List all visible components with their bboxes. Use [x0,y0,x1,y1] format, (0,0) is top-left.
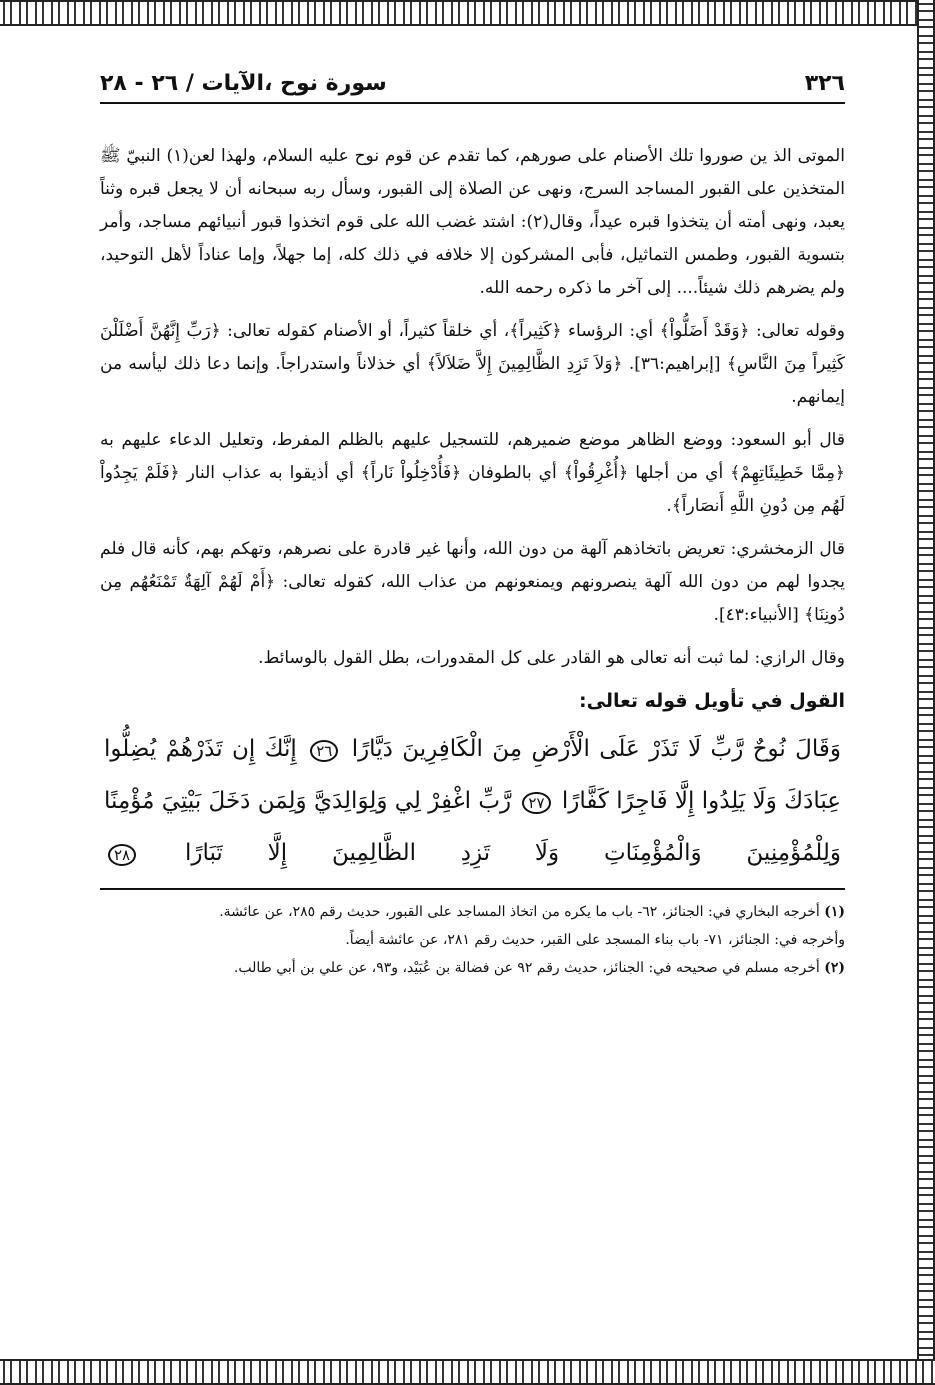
footnote-text: أخرجه البخاري في: الجنائز، ٦٢- باب ما يكره من اتخاذ المساجد على القبور، حديث رقم ٢٨٥، عن عائشة. [219,904,820,920]
footnote [100,898,845,926]
footnote-text: وأخرجه في: الجنائز، ٧١- باب بناء المسجد على القبر، حديث رقم ٢٨١، عن عائشة أيضاً. [345,932,845,948]
verse-text: رَّبِّ اغْفِرْ لِي وَلِوَالِدَيَّ وَلِمَن دَخَلَ بَيْتِيَ مُؤْمِنًا وَلِلْمُؤْمِنِينَ وَالْمُؤْمِنَاتِ وَلَا تَزِدِ الظَّالِمِينَ إِلَّا تَبَارًا [104,788,842,866]
paragraph: قال الزمخشري: تعريض باتخاذهم آلهة من دون الله، وأنها غير قادرة على نصرهم، وتهكم بهم، كأنه قال فلم يجدوا لهم من دون الله آلهة ينصرونهم ويمنعونهم من عذاب الله، كقوله تعالى: ﴿أَمْ لَهُمْ آلِهَةٌ تَمْنَعُهُم مِن دُونِنَا﴾ [الأنبياء:٤٣]. [100,539,845,625]
page-header [100,60,845,104]
paragraph: الموتى الذ ين صوروا تلك الأصنام على صورهم، كما تقدم عن قوم نوح عليه السلام، ولهذا لعن(١) النبيّ ﷺ المتخذين على القبور المساجد السرج، ونهى عن الصلاة إلى القبور، وسأل ربه سبحانه أن لا يجعل قبره وثناً يعبد، ونهى أمته أن يتخذوا قبره عيداً، وقال(٢): اشتد غضب الله على قوم اتخذوا قبور أنبيائهم مساجد، وأمر بتسوية القبور، وطمس التماثيل، فأبى المشركون إلا خلافه في ذلك كله، إما جهلاً، وإما عناداً لأهل التوحيد، ولم يضرهم ذلك شيئاً.... إلى آخر ما ذكره رحمه الله. [100,146,845,298]
decorative-border-right [917,0,935,1385]
footnote [100,954,845,982]
footnote-number: (١) [824,904,845,920]
verse-number: ٢٦ [310,740,338,762]
section-heading: القول في تأويل قوله تعالى: [579,690,845,712]
verse-number: ٢٨ [108,844,136,866]
book-page [100,60,845,982]
paragraph: قال أبو السعود: ووضع الظاهر موضع ضميرهم، للتسجيل عليهم بالظلم المفرط، وتعليل الدعاء عليهم به ﴿مِمَّا خَطِيئَاتِهِمْ﴾ أي من أجلها ﴿أُغْرِقُواْ﴾ أي بالطوفان ﴿فَأُدْخِلُواْ نَاراً﴾ أي أذيقوا به عذاب النار ﴿فَلَمْ يَجِدُواْ لَهُم مِن دُونِ اللَّهِ أَنصَاراً﴾. [100,430,845,516]
paragraph: وقوله تعالى: ﴿وَقَدْ أَضَلُّواْ﴾ أي: الرؤساء ﴿كَثِيراً﴾، أي خلقاً كثيراً، أو الأصنام كقوله تعالى: ﴿رَبِّ إِنَّهُنَّ أَضْلَلْنَ كَثِيراً مِنَ النَّاسِ﴾ [إبراهيم:٣٦]. ﴿وَلاَ تَزِدِ الظَّالِمِينَ إِلاَّ ضَلاَلاً﴾ أي خذلاناً واستدراجاً. وإنما دعا ذلك ليأسه من إيمانهم. [100,321,846,407]
footnotes [100,898,845,982]
footnote [100,926,845,954]
decorative-border-top [0,0,935,26]
footnote-text: أخرجه مسلم في صحيحه في: الجنائز، حديث رقم ٩٢ عن فضالة بن عُبَيْد، و٩٣، عن علي بن أبي طالب. [233,960,820,976]
page-body [100,140,845,982]
running-title: سورة نوح ،الآيات / ٢٦ - ٢٨ [100,71,387,96]
page-number: ٣٢٦ [804,71,845,96]
quran-verses [100,724,845,880]
paragraph: وقال الرازي: لما ثبت أنه تعالى هو القادر على كل المقدورات، بطل القول بالوسائط. [258,648,845,668]
footnote-number: (٢) [824,960,845,976]
verse-text: إِنَّكَ إِن تَذَرْهُمْ يُضِلُّوا عِبَادَكَ وَلَا يَلِدُوا إِلَّا فَاجِرًا كَفَّارًا [104,736,842,814]
decorative-border-bottom [0,1359,935,1385]
verse-number: ٢٧ [522,792,550,814]
verse-text: وَقَالَ نُوحٌ رَّبِّ لَا تَذَرْ عَلَى الْأَرْضِ مِنَ الْكَافِرِينَ دَيَّارًا [351,736,842,762]
footnote-separator [100,888,845,890]
